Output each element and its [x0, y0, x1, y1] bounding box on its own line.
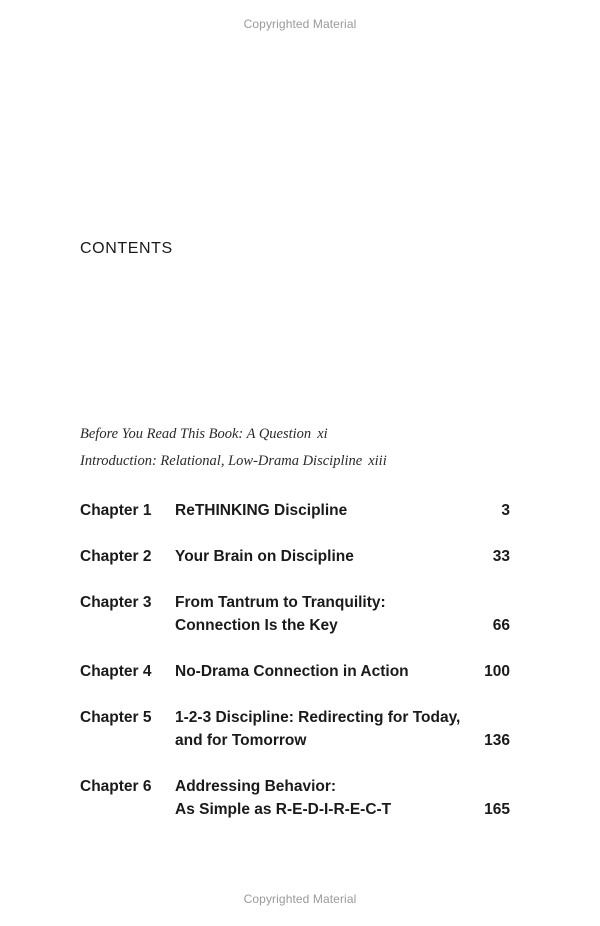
- chapter-label: Chapter 5: [80, 709, 152, 726]
- chapter-title-line: ReTHINKING Discipline: [175, 502, 348, 519]
- chapter-title-line: From Tantrum to Tranquility:: [175, 594, 386, 611]
- chapter-title: [175, 499, 465, 522]
- chapter-page: 33: [492, 548, 510, 565]
- chapter-page: 100: [484, 663, 510, 680]
- page-title: CONTENTS: [80, 240, 173, 257]
- front-matter-item: [80, 452, 387, 479]
- front-matter-page: xi: [317, 426, 328, 442]
- front-matter-list: [80, 425, 387, 479]
- front-matter-page: xiii: [368, 453, 387, 469]
- chapter-label: Chapter 6: [80, 778, 152, 795]
- chapter-title-line: As Simple as R-E-D-I-R-E-C-T: [175, 801, 392, 818]
- front-matter-title: Introduction: Relational, Low-Drama Discipline: [80, 453, 363, 469]
- front-matter-item: [80, 425, 387, 452]
- chapter-title-line: Connection Is the Key: [175, 617, 338, 634]
- chapter-page: 66: [492, 617, 510, 634]
- front-matter-title: Before You Read This Book: A Question: [80, 426, 312, 442]
- chapter-entry: [80, 660, 512, 683]
- chapter-title-line: Your Brain on Discipline: [175, 548, 354, 565]
- chapter-entry: [80, 499, 512, 522]
- copyright-watermark-bottom: Copyrighted Material: [243, 892, 357, 906]
- chapter-title-line: No-Drama Connection in Action: [175, 663, 409, 680]
- chapter-title: [175, 591, 465, 637]
- chapter-title: [175, 706, 465, 752]
- chapter-title: [175, 545, 465, 568]
- chapter-label: Chapter 3: [80, 594, 152, 611]
- chapter-entry: [80, 545, 512, 568]
- chapter-label: Chapter 2: [80, 548, 152, 565]
- chapter-title-line: Addressing Behavior:: [175, 778, 337, 795]
- chapter-label: Chapter 1: [80, 502, 152, 519]
- chapter-entry: [80, 775, 512, 821]
- chapter-title-line: 1-2-3 Discipline: Redirecting for Today,: [175, 709, 461, 726]
- chapter-page: 136: [484, 732, 510, 749]
- copyright-watermark-top: Copyrighted Material: [243, 17, 357, 31]
- chapter-page: 165: [484, 801, 510, 818]
- chapter-entry: [80, 591, 512, 637]
- chapter-entry: [80, 706, 512, 752]
- chapter-title-line: and for Tomorrow: [175, 732, 307, 749]
- chapter-label: Chapter 4: [80, 663, 152, 680]
- chapter-title: [175, 660, 465, 683]
- chapter-page: 3: [501, 502, 510, 519]
- chapter-title: [175, 775, 465, 821]
